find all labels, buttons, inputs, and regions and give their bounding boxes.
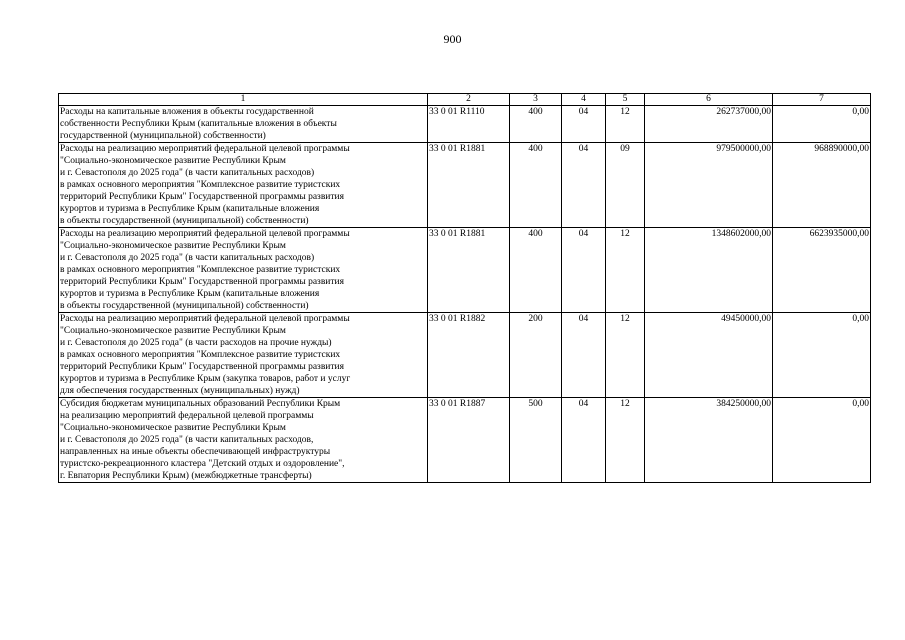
row-col4: 04 <box>562 398 606 483</box>
row-amount-2: 0,00 <box>773 106 871 143</box>
column-header-7: 7 <box>773 94 871 106</box>
row-amount-2: 6623935000,00 <box>773 228 871 313</box>
row-code: 33 0 01 R1881 <box>428 228 510 313</box>
row-col5: 12 <box>606 228 645 313</box>
table-row <box>59 313 871 398</box>
page-number: 900 <box>443 32 462 46</box>
column-header-3: 3 <box>510 94 562 106</box>
column-header-4: 4 <box>562 94 606 106</box>
row-col3: 500 <box>510 398 562 483</box>
table-row <box>59 143 871 228</box>
row-code: 33 0 01 R1881 <box>428 143 510 228</box>
row-description: Расходы на реализацию мероприятий федеральной целевой программы "Социально-экономическое развитие Республики Крым и г. Севастополя до 2025 года" (в части капитальных расходов) в рамках основного мероприятия "Комплексное развитие туристских территорий Республики Крым" Государственной программы развития курортов и туризма в Республике Крым (капитальные вложения в объекты государственной (муниципальной) собственности) <box>59 143 428 228</box>
row-amount-2: 968890000,00 <box>773 143 871 228</box>
row-code: 33 0 01 R1887 <box>428 398 510 483</box>
column-header-5: 5 <box>606 94 645 106</box>
table-row <box>59 106 871 143</box>
row-col3: 400 <box>510 228 562 313</box>
row-col5: 12 <box>606 106 645 143</box>
row-description: Расходы на реализацию мероприятий федеральной целевой программы "Социально-экономическое развитие Республики Крым и г. Севастополя до 2025 года" (в части капитальных расходов) в рамках основного мероприятия "Комплексное развитие туристских территорий Республики Крым" Государственной программы развития курортов и туризма в Республике Крым (капитальные вложения в объекты государственной (муниципальной) собственности) <box>59 228 428 313</box>
row-col5: 09 <box>606 143 645 228</box>
column-header-2: 2 <box>428 94 510 106</box>
table-row <box>59 228 871 313</box>
row-col3: 200 <box>510 313 562 398</box>
row-description: Субсидия бюджетам муниципальных образований Республики Крым на реализацию мероприятий федеральной целевой программы "Социально-экономическое развитие Республики Крым и г. Севастополя до 2025 года" (в части капитальных расходов, направленных на иные объекты обеспечивающей инфраструктуры туристско-рекреационного кластера "Детский отдых и оздоровление", г. Евпатория Республики Крым) (межбюджетные трансферты) <box>59 398 428 483</box>
row-col4: 04 <box>562 106 606 143</box>
row-col3: 400 <box>510 143 562 228</box>
row-col4: 04 <box>562 228 606 313</box>
row-amount-2: 0,00 <box>773 398 871 483</box>
row-col4: 04 <box>562 143 606 228</box>
row-amount-2: 0,00 <box>773 313 871 398</box>
row-amount-1: 49450000,00 <box>645 313 773 398</box>
row-code: 33 0 01 R1110 <box>428 106 510 143</box>
row-amount-1: 262737000,00 <box>645 106 773 143</box>
row-description: Расходы на реализацию мероприятий федеральной целевой программы "Социально-экономическое развитие Республики Крым и г. Севастополя до 2025 года" (в части расходов на прочие нужды) в рамках основного мероприятия "Комплексное развитие туристских территорий Республики Крым" Государственной программы развития курортов и туризма в Республике Крым (закупка товаров, работ и услуг для обеспечения государственных (муниципальных) нужд) <box>59 313 428 398</box>
row-col3: 400 <box>510 106 562 143</box>
row-col4: 04 <box>562 313 606 398</box>
budget-table <box>58 93 871 483</box>
table-row <box>59 398 871 483</box>
row-code: 33 0 01 R1882 <box>428 313 510 398</box>
row-col5: 12 <box>606 313 645 398</box>
header-row <box>59 94 871 106</box>
row-amount-1: 1348602000,00 <box>645 228 773 313</box>
row-description: Расходы на капитальные вложения в объекты государственной собственности Республики Крым (капитальные вложения в объекты государственной (муниципальной) собственности) <box>59 106 428 143</box>
column-header-1: 1 <box>59 94 428 106</box>
row-amount-1: 384250000,00 <box>645 398 773 483</box>
column-header-6: 6 <box>645 94 773 106</box>
row-col5: 12 <box>606 398 645 483</box>
row-amount-1: 979500000,00 <box>645 143 773 228</box>
